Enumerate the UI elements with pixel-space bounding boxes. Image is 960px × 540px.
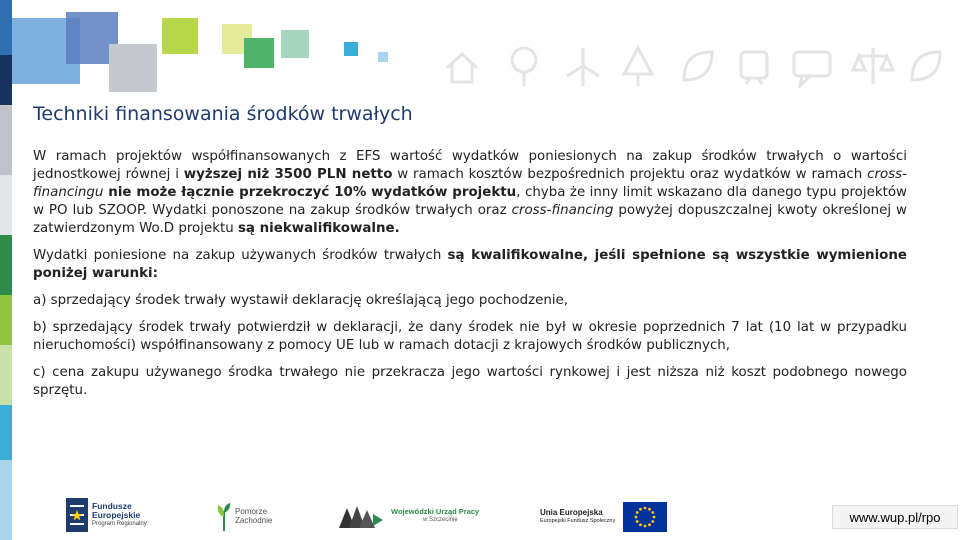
tram-icon [736,44,772,88]
unia-europejska-logo [540,502,667,532]
decor-square [244,38,274,68]
condition-b: b) sprzedający środek trwały potwierdził w deklaracji, że dany środek nie był w okresie poprzednich 7 lat (10 lat w przypadku nieruchomości) współfinansowany z pomocy UE lub w ramach dotacji z krajowych środków publicznych, [33,320,907,353]
fe-line3: Program Regionalny [92,520,147,527]
wup-emblem-icon [337,502,385,530]
italic-run: cross-financing [511,203,614,218]
pomorze-zachodnie-logo [216,500,272,532]
left-color-stripe [0,0,12,540]
fe-line2: Europejskie [92,509,141,520]
house-icon [442,48,482,88]
italic-run: cross-financingu [33,167,907,200]
sprout-icon [216,501,232,531]
decor-square [344,42,358,56]
bold-run: nie może łącznie przekroczyć 10% wydatków projektu [103,185,517,200]
text-run: W ramach projektów współfinansowanych z EFS wartość wydatków poniesionych na zakup środków trwałych o wartości jednostkowej równej i [33,149,907,182]
slide-content [33,148,907,409]
decor-square [109,44,157,92]
eu-line2: Europejski Fundusz Społeczny [540,518,616,524]
text-run: w ramach kosztów bezpośrednich projektu oraz wydatków w ramach [392,167,868,182]
paragraph-used-assets [33,247,907,283]
paragraph-limits [33,148,907,238]
eu-flag-icon [623,502,667,532]
bold-run: wyższej niż 3500 PLN netto [183,167,393,182]
fundusze-europejskie-logo [66,497,147,533]
chat-icon [790,48,834,88]
condition-a: a) sprzedający środek trwały wystawił deklarację określającą jego pochodzenie, [33,293,569,308]
leaf-icon [906,46,946,86]
decor-square [162,18,198,54]
pomorze-line2: Zachodnie [235,516,273,525]
text-run: Wydatki poniesione na zakup używanych środków trwałych [33,248,448,263]
slide-title: Techniki finansowania środków trwałych [33,103,413,125]
windmill-icon [561,44,605,88]
bold-run: są niekwalifikowalne. [237,221,400,236]
site-link[interactable]: www.wup.pl/rpo [832,505,958,529]
eu-line1: Unia Europejska [540,508,603,517]
tree-icon [504,44,544,88]
fe-line1: Fundusze [92,500,132,511]
scale-icon [851,44,895,88]
wup-line2: w Szczecinie [423,517,458,523]
pomorze-line1: Pomorze [235,507,268,516]
tree-icon [618,44,658,88]
wup-line1: Wojewódzki Urząd Pracy [391,507,480,516]
decor-square [378,52,388,62]
condition-c: c) cena zakupu używanego środka trwałego nie przekracza jego wartości rynkowej i jest niższa niż koszt podobnego nowego sprzętu. [33,365,907,398]
decor-square [281,30,309,58]
wup-logo [337,500,479,532]
bold-run: są kwalifikowalne, jeśli spełnione są wszystkie wymienione poniżej warunki: [33,248,907,281]
text-run: powyżej dopuszczalnej kwoty określonej w zatwierdzonym Wo.D projektu [33,203,908,236]
text-run: , chyba że inny limit wskazano dla danego typu projektów w PO lub SZOOP. Wydatki ponoszone na zakup środków trwałych oraz [33,185,907,218]
leaf-icon [678,46,718,86]
fe-star-icon [66,498,88,532]
